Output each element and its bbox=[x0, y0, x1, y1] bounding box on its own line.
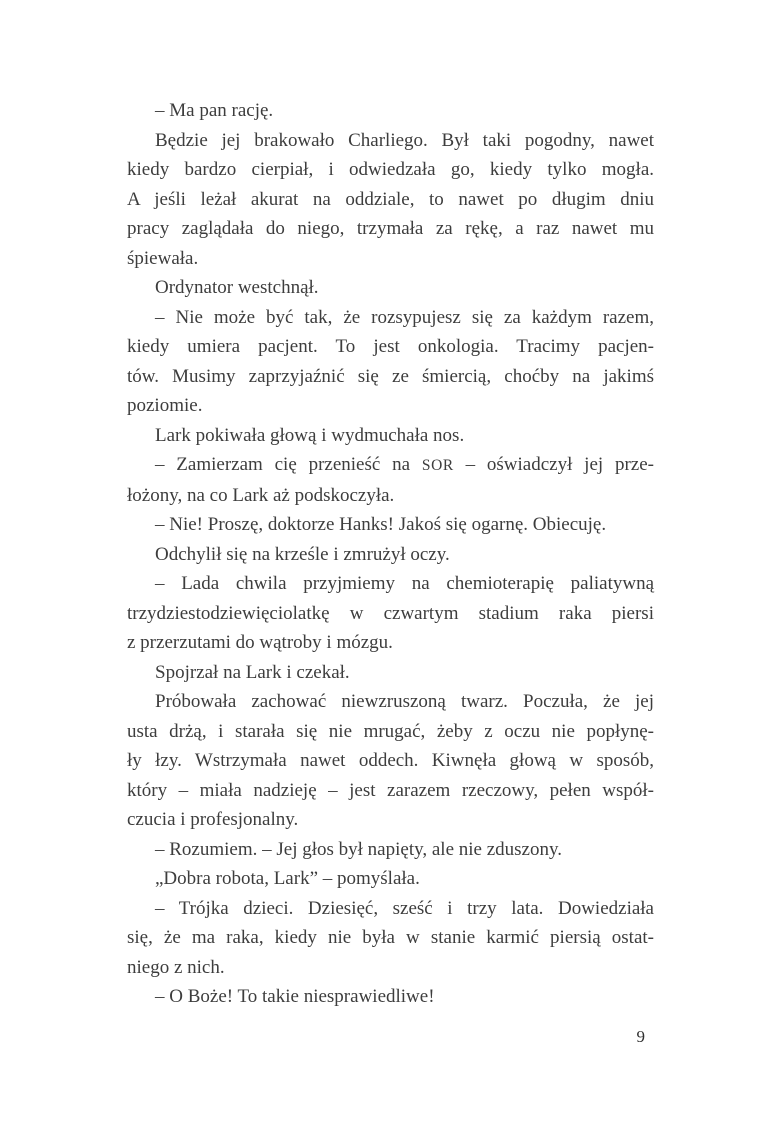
text-run: – Nie może być tak, że rozsypujesz się za każdym razem, bbox=[155, 306, 654, 328]
paragraph bbox=[127, 303, 654, 421]
text-line bbox=[127, 746, 654, 776]
text-run: poziomie. bbox=[127, 395, 203, 416]
text-line bbox=[127, 569, 654, 599]
text-line bbox=[127, 391, 654, 421]
text-line bbox=[127, 332, 654, 362]
text-run: „Dobra robota, Lark” – pomyślała. bbox=[155, 868, 420, 889]
text-line bbox=[127, 96, 654, 126]
paragraph bbox=[127, 96, 654, 126]
paragraph bbox=[127, 835, 654, 865]
paragraph bbox=[127, 510, 654, 540]
text-line bbox=[127, 214, 654, 244]
text-run: który – miała nadzieję – jest zarazem rzeczowy, pełen współ- bbox=[127, 779, 654, 801]
text-line bbox=[127, 864, 654, 894]
small-caps-abbreviation: SOR bbox=[421, 457, 454, 474]
text-run: A jeśli leżał akurat na oddziale, to nawet po długim dniu bbox=[127, 188, 654, 210]
text-run: Próbowała zachować niewzruszoną twarz. Poczuła, że jej bbox=[155, 691, 654, 712]
text-run: – Ma pan rację. bbox=[155, 100, 274, 121]
text-line bbox=[127, 540, 654, 570]
text-line bbox=[127, 835, 654, 865]
text-run: się, że ma raka, kiedy nie była w stanie karmić piersią ostat- bbox=[127, 927, 654, 948]
page-number: 9 bbox=[636, 1027, 645, 1046]
paragraph bbox=[127, 658, 654, 688]
text-run: – Rozumiem. – Jej głos był napięty, ale nie zduszony. bbox=[155, 838, 563, 860]
text-run: – Nie! Proszę, doktorze Hanks! Jakoś się ogarnę. Obiecuję. bbox=[155, 514, 607, 535]
text-line bbox=[127, 303, 654, 333]
paragraph bbox=[127, 569, 654, 658]
text-line bbox=[127, 421, 654, 451]
text-run: tów. Musimy zaprzyjaźnić się ze śmiercią, choćby na jakimś bbox=[127, 365, 654, 387]
text-line bbox=[127, 185, 654, 215]
text-run: kiedy bardzo cierpiał, i odwiedzała go, kiedy tylko mogła. bbox=[127, 159, 654, 180]
text-line bbox=[127, 658, 654, 688]
text-line bbox=[127, 805, 654, 835]
text-run: ły łzy. Wstrzymała nawet oddech. Kiwnęła głową w sposób, bbox=[127, 750, 654, 771]
text-run: – O Boże! To takie niesprawiedliwe! bbox=[155, 986, 435, 1007]
text-line bbox=[127, 687, 654, 717]
text-run: – oświadczył jej prze- bbox=[453, 454, 655, 475]
text-run: czucia i profesjonalny. bbox=[127, 809, 299, 830]
text-line bbox=[127, 126, 654, 156]
text-run: Będzie jej brakowało Charliego. Był taki pogodny, nawet bbox=[155, 129, 654, 151]
text-run: Lark pokiwała głową i wydmuchała nos. bbox=[155, 424, 465, 446]
text-line bbox=[127, 599, 654, 629]
page-text bbox=[127, 96, 654, 1012]
text-run: niego z nich. bbox=[127, 956, 225, 978]
paragraph bbox=[127, 864, 654, 894]
text-line bbox=[127, 155, 654, 185]
text-run: usta drżą, i starała się nie mrugać, żeby z oczu nie popłynę- bbox=[127, 720, 654, 742]
text-line bbox=[127, 776, 654, 806]
text-run: – Zamierzam cię przenieść na bbox=[155, 454, 422, 475]
paragraph bbox=[127, 421, 654, 451]
text-run: pracy zaglądała do niego, trzymała za rękę, a raz nawet mu bbox=[127, 218, 654, 239]
text-run: kiedy umiera pacjent. To jest onkologia. Tracimy pacjen- bbox=[127, 336, 654, 357]
paragraph bbox=[127, 982, 654, 1012]
paragraph bbox=[127, 687, 654, 835]
text-line bbox=[127, 450, 654, 481]
text-line bbox=[127, 923, 654, 953]
text-line bbox=[127, 510, 654, 540]
paragraph bbox=[127, 450, 654, 510]
text-run: – Lada chwila przyjmiemy na chemioterapię paliatywną bbox=[155, 573, 654, 594]
paragraph bbox=[127, 273, 654, 303]
text-run: Odchylił się na krześle i zmrużył oczy. bbox=[155, 543, 450, 565]
text-line bbox=[127, 628, 654, 658]
text-line bbox=[127, 894, 654, 924]
text-run: trzydziestodziewięciolatkę w czwartym stadium raka piersi bbox=[127, 602, 654, 624]
paragraph bbox=[127, 540, 654, 570]
paragraph bbox=[127, 894, 654, 983]
text-line bbox=[127, 953, 654, 983]
text-line bbox=[127, 717, 654, 747]
text-run: Spojrzał na Lark i czekał. bbox=[155, 661, 350, 683]
text-run: śpiewała. bbox=[127, 247, 199, 269]
text-line bbox=[127, 244, 654, 274]
text-run: Ordynator westchnął. bbox=[155, 277, 319, 298]
text-line bbox=[127, 362, 654, 392]
text-run: łożony, na co Lark aż podskoczyła. bbox=[127, 484, 395, 506]
text-run: – Trójka dzieci. Dziesięć, sześć i trzy lata. Dowiedziała bbox=[155, 897, 654, 919]
text-line bbox=[127, 982, 654, 1012]
paragraph bbox=[127, 126, 654, 274]
text-run: z przerzutami do wątroby i mózgu. bbox=[127, 632, 393, 653]
text-line bbox=[127, 273, 654, 303]
text-line bbox=[127, 481, 654, 511]
